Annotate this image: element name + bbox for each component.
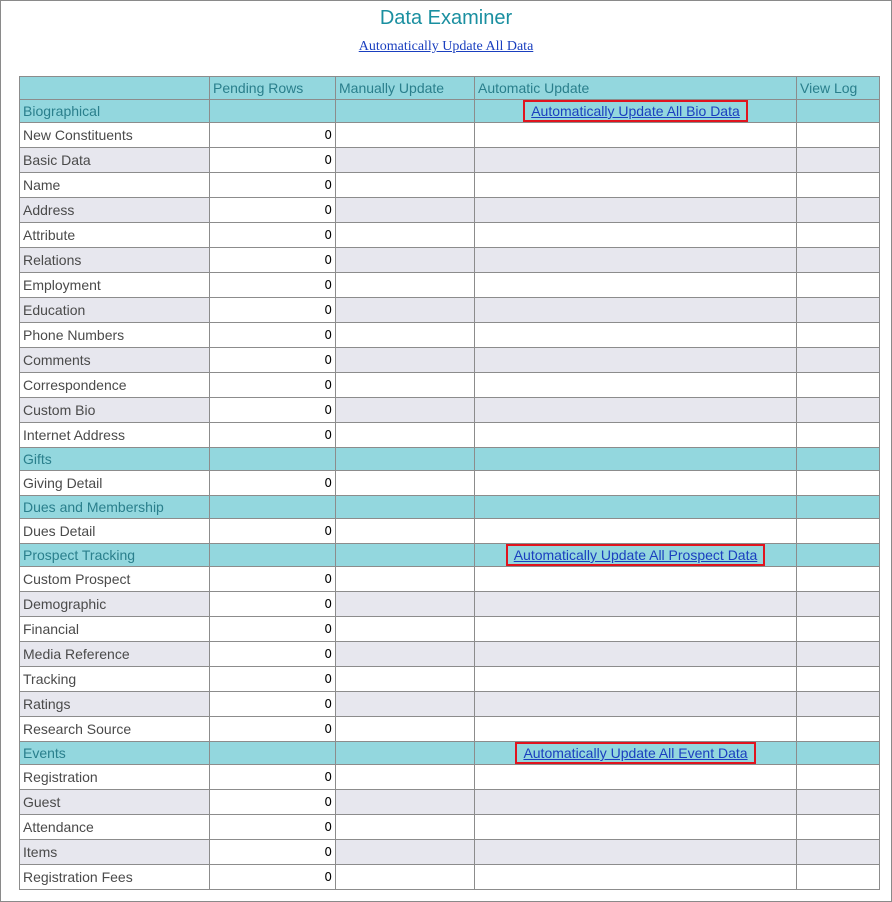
automatic-update-cell bbox=[475, 123, 797, 148]
data-examiner-table bbox=[19, 76, 880, 890]
automatic-update-cell bbox=[475, 223, 797, 248]
table-row bbox=[20, 223, 880, 248]
manually-update-cell bbox=[336, 198, 475, 223]
row-label: Registration bbox=[20, 765, 210, 790]
section-empty-cell bbox=[210, 100, 336, 123]
manually-update-cell bbox=[336, 519, 475, 544]
row-label: Attribute bbox=[20, 223, 210, 248]
section-automatic-update-cell bbox=[475, 100, 797, 123]
view-log-cell bbox=[797, 592, 880, 617]
pending-rows-count: 0 bbox=[210, 790, 336, 815]
view-log-cell bbox=[797, 248, 880, 273]
row-label: Financial bbox=[20, 617, 210, 642]
row-label: Relations bbox=[20, 248, 210, 273]
pending-rows-count: 0 bbox=[210, 373, 336, 398]
manually-update-cell bbox=[336, 567, 475, 592]
manually-update-cell bbox=[336, 692, 475, 717]
table-header-row bbox=[20, 77, 880, 100]
pending-rows-count: 0 bbox=[210, 123, 336, 148]
automatic-update-cell bbox=[475, 567, 797, 592]
section-row bbox=[20, 448, 880, 471]
table-row bbox=[20, 617, 880, 642]
section-empty-cell bbox=[210, 448, 336, 471]
automatic-update-cell bbox=[475, 840, 797, 865]
automatic-update-cell bbox=[475, 865, 797, 890]
view-log-cell bbox=[797, 198, 880, 223]
automatic-update-cell bbox=[475, 248, 797, 273]
section-automatic-update-cell bbox=[475, 742, 797, 765]
automatic-update-cell bbox=[475, 173, 797, 198]
row-label: Correspondence bbox=[20, 373, 210, 398]
pending-rows-count: 0 bbox=[210, 273, 336, 298]
pending-rows-count: 0 bbox=[210, 667, 336, 692]
manually-update-cell bbox=[336, 423, 475, 448]
manually-update-cell bbox=[336, 717, 475, 742]
section-empty-cell bbox=[336, 448, 475, 471]
page-title: Data Examiner bbox=[379, 7, 513, 29]
automatic-update-cell bbox=[475, 692, 797, 717]
manually-update-cell bbox=[336, 173, 475, 198]
automatic-update-cell bbox=[475, 373, 797, 398]
table-row bbox=[20, 123, 880, 148]
pending-rows-count: 0 bbox=[210, 519, 336, 544]
table-row bbox=[20, 790, 880, 815]
automatic-update-cell bbox=[475, 198, 797, 223]
section-automatic-update-cell bbox=[475, 496, 797, 519]
pending-rows-count: 0 bbox=[210, 148, 336, 173]
header-view-log: View Log bbox=[797, 77, 880, 100]
manually-update-cell bbox=[336, 373, 475, 398]
section-view-log-cell bbox=[797, 742, 880, 765]
view-log-cell bbox=[797, 348, 880, 373]
automatic-update-cell bbox=[475, 323, 797, 348]
view-log-cell bbox=[797, 717, 880, 742]
header-category bbox=[20, 77, 210, 100]
row-label: Demographic bbox=[20, 592, 210, 617]
view-log-cell bbox=[797, 223, 880, 248]
manually-update-cell bbox=[336, 223, 475, 248]
pending-rows-count: 0 bbox=[210, 298, 336, 323]
manually-update-cell bbox=[336, 298, 475, 323]
header-automatic-update: Automatic Update bbox=[475, 77, 797, 100]
automatic-update-cell bbox=[475, 273, 797, 298]
row-label: Media Reference bbox=[20, 642, 210, 667]
pending-rows-count: 0 bbox=[210, 398, 336, 423]
automatic-update-cell bbox=[475, 667, 797, 692]
row-label: Phone Numbers bbox=[20, 323, 210, 348]
section-view-log-cell bbox=[797, 448, 880, 471]
automatic-update-cell bbox=[475, 717, 797, 742]
view-log-cell bbox=[797, 173, 880, 198]
view-log-cell bbox=[797, 790, 880, 815]
row-label: Research Source bbox=[20, 717, 210, 742]
automatic-update-section-link[interactable]: Automatically Update All Event Data bbox=[523, 745, 748, 761]
manually-update-cell bbox=[336, 471, 475, 496]
pending-rows-count: 0 bbox=[210, 223, 336, 248]
row-label: Attendance bbox=[20, 815, 210, 840]
table-row bbox=[20, 567, 880, 592]
section-row bbox=[20, 742, 880, 765]
view-log-cell bbox=[797, 642, 880, 667]
manually-update-cell bbox=[336, 273, 475, 298]
row-label: Ratings bbox=[20, 692, 210, 717]
automatic-update-cell bbox=[475, 790, 797, 815]
highlight-box bbox=[523, 100, 748, 122]
pending-rows-count: 0 bbox=[210, 765, 336, 790]
pending-rows-count: 0 bbox=[210, 471, 336, 496]
table-row bbox=[20, 692, 880, 717]
automatic-update-cell bbox=[475, 642, 797, 667]
section-automatic-update-cell bbox=[475, 448, 797, 471]
table-row bbox=[20, 173, 880, 198]
section-empty-cell bbox=[336, 544, 475, 567]
automatic-update-cell bbox=[475, 471, 797, 496]
manually-update-cell bbox=[336, 348, 475, 373]
table-row bbox=[20, 667, 880, 692]
section-row bbox=[20, 100, 880, 123]
manually-update-cell bbox=[336, 815, 475, 840]
section-label: Biographical bbox=[20, 100, 210, 123]
table-row bbox=[20, 717, 880, 742]
automatic-update-cell bbox=[475, 617, 797, 642]
pending-rows-count: 0 bbox=[210, 642, 336, 667]
view-log-cell bbox=[797, 815, 880, 840]
automatic-update-cell bbox=[475, 815, 797, 840]
table-row bbox=[20, 298, 880, 323]
section-empty-cell bbox=[210, 742, 336, 765]
view-log-cell bbox=[797, 865, 880, 890]
view-log-cell bbox=[797, 667, 880, 692]
row-label: Employment bbox=[20, 273, 210, 298]
manually-update-cell bbox=[336, 248, 475, 273]
automatic-update-cell bbox=[475, 398, 797, 423]
row-label: Registration Fees bbox=[20, 865, 210, 890]
view-log-cell bbox=[797, 765, 880, 790]
automatic-update-cell bbox=[475, 298, 797, 323]
automatic-update-cell bbox=[475, 148, 797, 173]
table-row bbox=[20, 865, 880, 890]
table-row bbox=[20, 398, 880, 423]
table-row bbox=[20, 592, 880, 617]
section-view-log-cell bbox=[797, 496, 880, 519]
manually-update-cell bbox=[336, 617, 475, 642]
automatic-update-cell bbox=[475, 423, 797, 448]
pending-rows-count: 0 bbox=[210, 592, 336, 617]
automatic-update-cell bbox=[475, 765, 797, 790]
manually-update-cell bbox=[336, 642, 475, 667]
section-label: Dues and Membership bbox=[20, 496, 210, 519]
pending-rows-count: 0 bbox=[210, 617, 336, 642]
table-row bbox=[20, 423, 880, 448]
automatic-update-cell bbox=[475, 348, 797, 373]
pending-rows-count: 0 bbox=[210, 423, 336, 448]
section-row bbox=[20, 544, 880, 567]
section-row bbox=[20, 496, 880, 519]
pending-rows-count: 0 bbox=[210, 840, 336, 865]
row-label: Tracking bbox=[20, 667, 210, 692]
manually-update-cell bbox=[336, 865, 475, 890]
update-all-data-link[interactable]: Automatically Update All Data bbox=[358, 39, 534, 54]
row-label: Dues Detail bbox=[20, 519, 210, 544]
row-label: Internet Address bbox=[20, 423, 210, 448]
manually-update-cell bbox=[336, 765, 475, 790]
table-row bbox=[20, 373, 880, 398]
row-label: Items bbox=[20, 840, 210, 865]
table-row bbox=[20, 273, 880, 298]
pending-rows-count: 0 bbox=[210, 323, 336, 348]
section-label: Events bbox=[20, 742, 210, 765]
view-log-cell bbox=[797, 123, 880, 148]
section-empty-cell bbox=[336, 496, 475, 519]
table-row bbox=[20, 198, 880, 223]
pending-rows-count: 0 bbox=[210, 248, 336, 273]
pending-rows-count: 0 bbox=[210, 173, 336, 198]
table-row bbox=[20, 765, 880, 790]
view-log-cell bbox=[797, 273, 880, 298]
view-log-cell bbox=[797, 323, 880, 348]
section-label: Gifts bbox=[20, 448, 210, 471]
pending-rows-count: 0 bbox=[210, 198, 336, 223]
table-row bbox=[20, 248, 880, 273]
row-label: New Constituents bbox=[20, 123, 210, 148]
row-label: Comments bbox=[20, 348, 210, 373]
pending-rows-count: 0 bbox=[210, 717, 336, 742]
header-pending-rows: Pending Rows bbox=[210, 77, 336, 100]
row-label: Address bbox=[20, 198, 210, 223]
pending-rows-count: 0 bbox=[210, 865, 336, 890]
row-label: Guest bbox=[20, 790, 210, 815]
table-row bbox=[20, 519, 880, 544]
view-log-cell bbox=[797, 398, 880, 423]
row-label: Custom Bio bbox=[20, 398, 210, 423]
header-manually-update: Manually Update bbox=[336, 77, 475, 100]
table-row bbox=[20, 815, 880, 840]
manually-update-cell bbox=[336, 323, 475, 348]
row-label: Custom Prospect bbox=[20, 567, 210, 592]
row-label: Name bbox=[20, 173, 210, 198]
manually-update-cell bbox=[336, 667, 475, 692]
table-row bbox=[20, 148, 880, 173]
pending-rows-count: 0 bbox=[210, 567, 336, 592]
view-log-cell bbox=[797, 692, 880, 717]
manually-update-cell bbox=[336, 840, 475, 865]
section-empty-cell bbox=[336, 742, 475, 765]
manually-update-cell bbox=[336, 790, 475, 815]
view-log-cell bbox=[797, 617, 880, 642]
update-all-data-row bbox=[0, 39, 892, 55]
section-view-log-cell bbox=[797, 544, 880, 567]
row-label: Giving Detail bbox=[20, 471, 210, 496]
pending-rows-count: 0 bbox=[210, 348, 336, 373]
table-row bbox=[20, 471, 880, 496]
table-row bbox=[20, 642, 880, 667]
automatic-update-cell bbox=[475, 592, 797, 617]
highlight-box bbox=[506, 544, 766, 566]
pending-rows-count: 0 bbox=[210, 815, 336, 840]
section-view-log-cell bbox=[797, 100, 880, 123]
table-row bbox=[20, 840, 880, 865]
manually-update-cell bbox=[336, 123, 475, 148]
automatic-update-section-link[interactable]: Automatically Update All Bio Data bbox=[531, 103, 740, 119]
pending-rows-count: 0 bbox=[210, 692, 336, 717]
view-log-cell bbox=[797, 471, 880, 496]
row-label: Basic Data bbox=[20, 148, 210, 173]
view-log-cell bbox=[797, 567, 880, 592]
view-log-cell bbox=[797, 298, 880, 323]
automatic-update-cell bbox=[475, 519, 797, 544]
section-label: Prospect Tracking bbox=[20, 544, 210, 567]
section-empty-cell bbox=[210, 496, 336, 519]
view-log-cell bbox=[797, 423, 880, 448]
highlight-box bbox=[515, 742, 755, 764]
section-empty-cell bbox=[210, 544, 336, 567]
view-log-cell bbox=[797, 148, 880, 173]
section-automatic-update-cell bbox=[475, 544, 797, 567]
manually-update-cell bbox=[336, 148, 475, 173]
section-empty-cell bbox=[336, 100, 475, 123]
manually-update-cell bbox=[336, 592, 475, 617]
manually-update-cell bbox=[336, 398, 475, 423]
table-row bbox=[20, 348, 880, 373]
table-row bbox=[20, 323, 880, 348]
view-log-cell bbox=[797, 840, 880, 865]
row-label: Education bbox=[20, 298, 210, 323]
view-log-cell bbox=[797, 519, 880, 544]
view-log-cell bbox=[797, 373, 880, 398]
automatic-update-section-link[interactable]: Automatically Update All Prospect Data bbox=[513, 547, 758, 563]
